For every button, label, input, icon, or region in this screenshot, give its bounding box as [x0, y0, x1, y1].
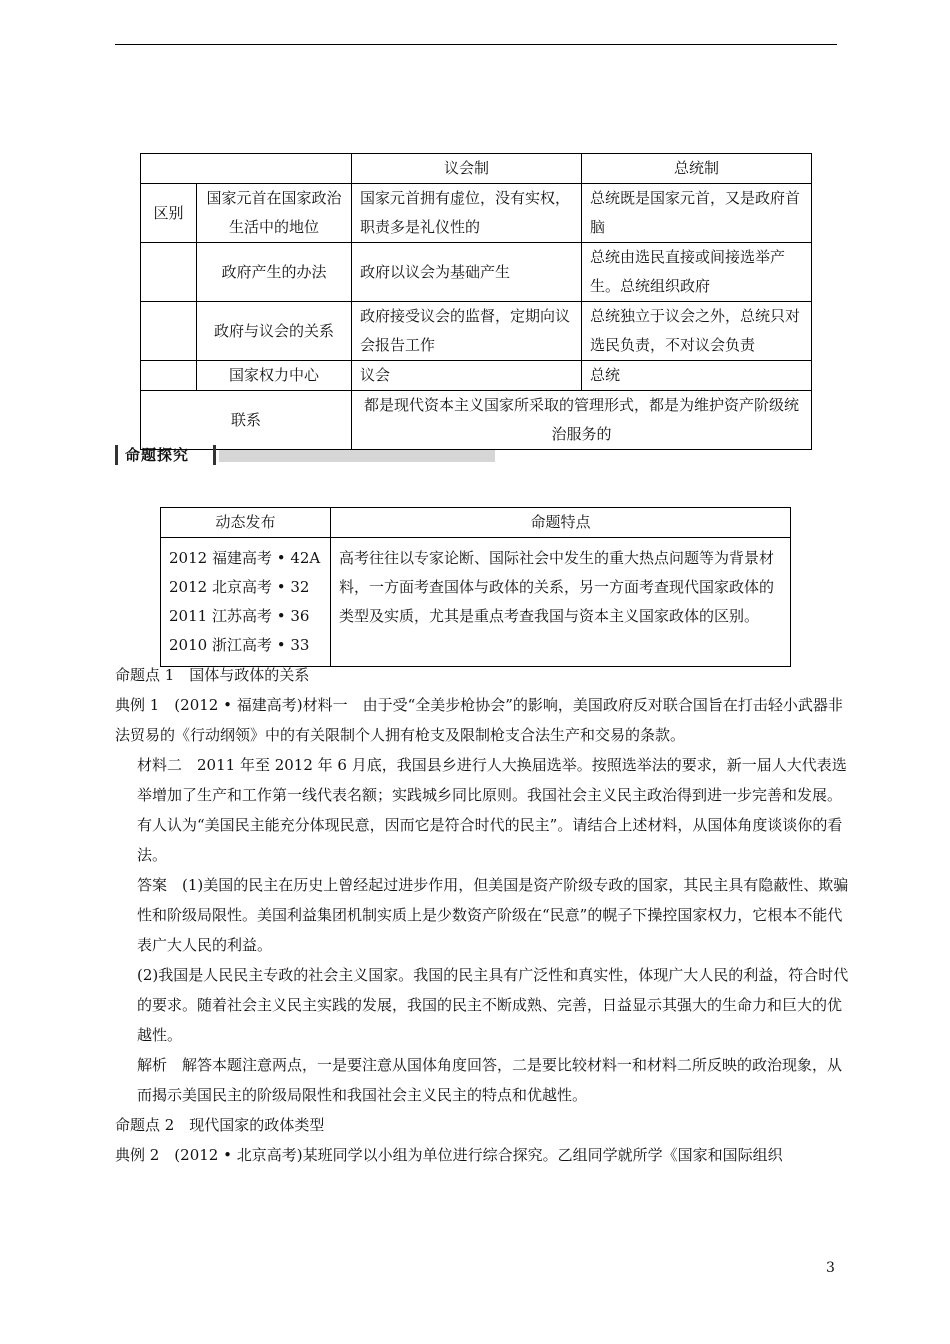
list-item: 2010 浙江高考 • 33 [169, 636, 310, 654]
table-row [141, 302, 812, 361]
row-presidential: 总统独立于议会之外，总统只对选民负责，不对议会负责 [582, 302, 812, 361]
comparison-table [140, 153, 812, 450]
point-1-heading: 命题点 1 国体与政体的关系 [115, 666, 310, 684]
row-parliamentary: 议会 [352, 361, 582, 391]
point-2-heading: 命题点 2 现代国家的政体类型 [115, 1116, 325, 1134]
header-releases: 动态发布 [161, 508, 331, 538]
header-presidential: 总统制 [582, 154, 812, 184]
feature-text: 高考往往以专家论断、国际社会中发生的重大热点问题等为背景材料，一方面考查国体与政体的关系，另一方面考查现代国家政体的类型及实质，尤其是重点考查我国与资本主义国家政体的区别。 [331, 538, 791, 667]
row-parliamentary: 国家元首拥有虚位，没有实权，职责多是礼仪性的 [352, 184, 582, 243]
answer-2: (2)我国是人民民主专政的社会主义国家。我国的民主具有广泛性和真实性，体现广大人民的利益，符合时代的要求。随着社会主义民主实践的发展，我国的民主不断成熟、完善，日益显示其强大的生命力和巨大的优越性。 [137, 966, 849, 1044]
table-header-row [141, 154, 812, 184]
list-item: 2012 福建高考 • 42A [169, 549, 321, 567]
banner-bar [213, 445, 216, 465]
section-title: 命题探究 [125, 446, 190, 464]
row-aspect: 政府与议会的关系 [197, 302, 352, 361]
example-1: 典例 1 (2012 • 福建高考)材料一 由于受“全美步枪协会”的影响，美国政府反对联合国旨在打击轻小武器非法贸易的《行动纲领》中的有关限制个人拥有枪支及限制枪支合法生产和交易的条款。 [115, 696, 843, 744]
row-presidential: 总统由选民直接或间接选举产生。总统组织政府 [582, 243, 812, 302]
list-item: 2011 江苏高考 • 36 [169, 607, 310, 625]
example-2: 典例 2 (2012 • 北京高考)某班同学以小组为单位进行综合探究。乙组同学就所学《国家和国际组织 [115, 1146, 783, 1164]
table-row [161, 538, 791, 667]
table-row [141, 361, 812, 391]
link-label: 联系 [141, 391, 352, 450]
page-number: 3 [826, 1260, 835, 1276]
row-presidential: 总统既是国家元首，又是政府首脑 [582, 184, 812, 243]
row-parliamentary: 政府以议会为基础产生 [352, 243, 582, 302]
row-aspect: 国家权力中心 [197, 361, 352, 391]
answer-1: 答案 (1)美国的民主在历史上曾经起过进步作用，但美国是资产阶级专政的国家，其民主具有隐蔽性、欺骗性和阶级局限性。美国利益集团机制实质上是少数资产阶级在“民意”的幌子下操控国家权力，它根本不能代表广大人民的利益。 [137, 876, 849, 954]
section-banner [115, 444, 495, 466]
header-parliamentary: 议会制 [352, 154, 582, 184]
row-parliamentary: 政府接受议会的监督，定期向议会报告工作 [352, 302, 582, 361]
dynamic-table [160, 507, 791, 667]
banner-fill [219, 450, 495, 462]
release-list [161, 538, 331, 667]
row-aspect: 政府产生的办法 [197, 243, 352, 302]
header-rule [115, 44, 837, 45]
body-text [115, 660, 850, 1170]
banner-bar [115, 445, 118, 465]
header-features: 命题特点 [331, 508, 791, 538]
row-presidential: 总统 [582, 361, 812, 391]
table-row [141, 184, 812, 243]
table-row [141, 243, 812, 302]
question: 有人认为“美国民主能充分体现民意，因而它是符合时代的民主”。请结合上述材料，从国体角度谈谈你的看法。 [137, 816, 843, 864]
group-label-difference: 区别 [141, 184, 197, 243]
table-row-link [141, 391, 812, 450]
list-item: 2012 北京高考 • 32 [169, 578, 310, 596]
material-2: 材料二 2011 年至 2012 年 6 月底，我国县乡进行人大换届选举。按照选举法的要求，新一届人大代表选举增加了生产和工作第一线代表名额；实践城乡同比原则。我国社会主义民主政治得到进一步完善和发展。 [137, 756, 847, 804]
analysis: 解析 解答本题注意两点，一是要注意从国体角度回答，二是要比较材料一和材料二所反映的政治现象，从而揭示美国民主的阶级局限性和我国社会主义民主的特点和优越性。 [137, 1056, 843, 1104]
table-header-row [161, 508, 791, 538]
row-aspect: 国家元首在国家政治生活中的地位 [197, 184, 352, 243]
link-text: 都是现代资本主义国家所采取的管理形式，都是为维护资产阶级统治服务的 [352, 391, 812, 450]
